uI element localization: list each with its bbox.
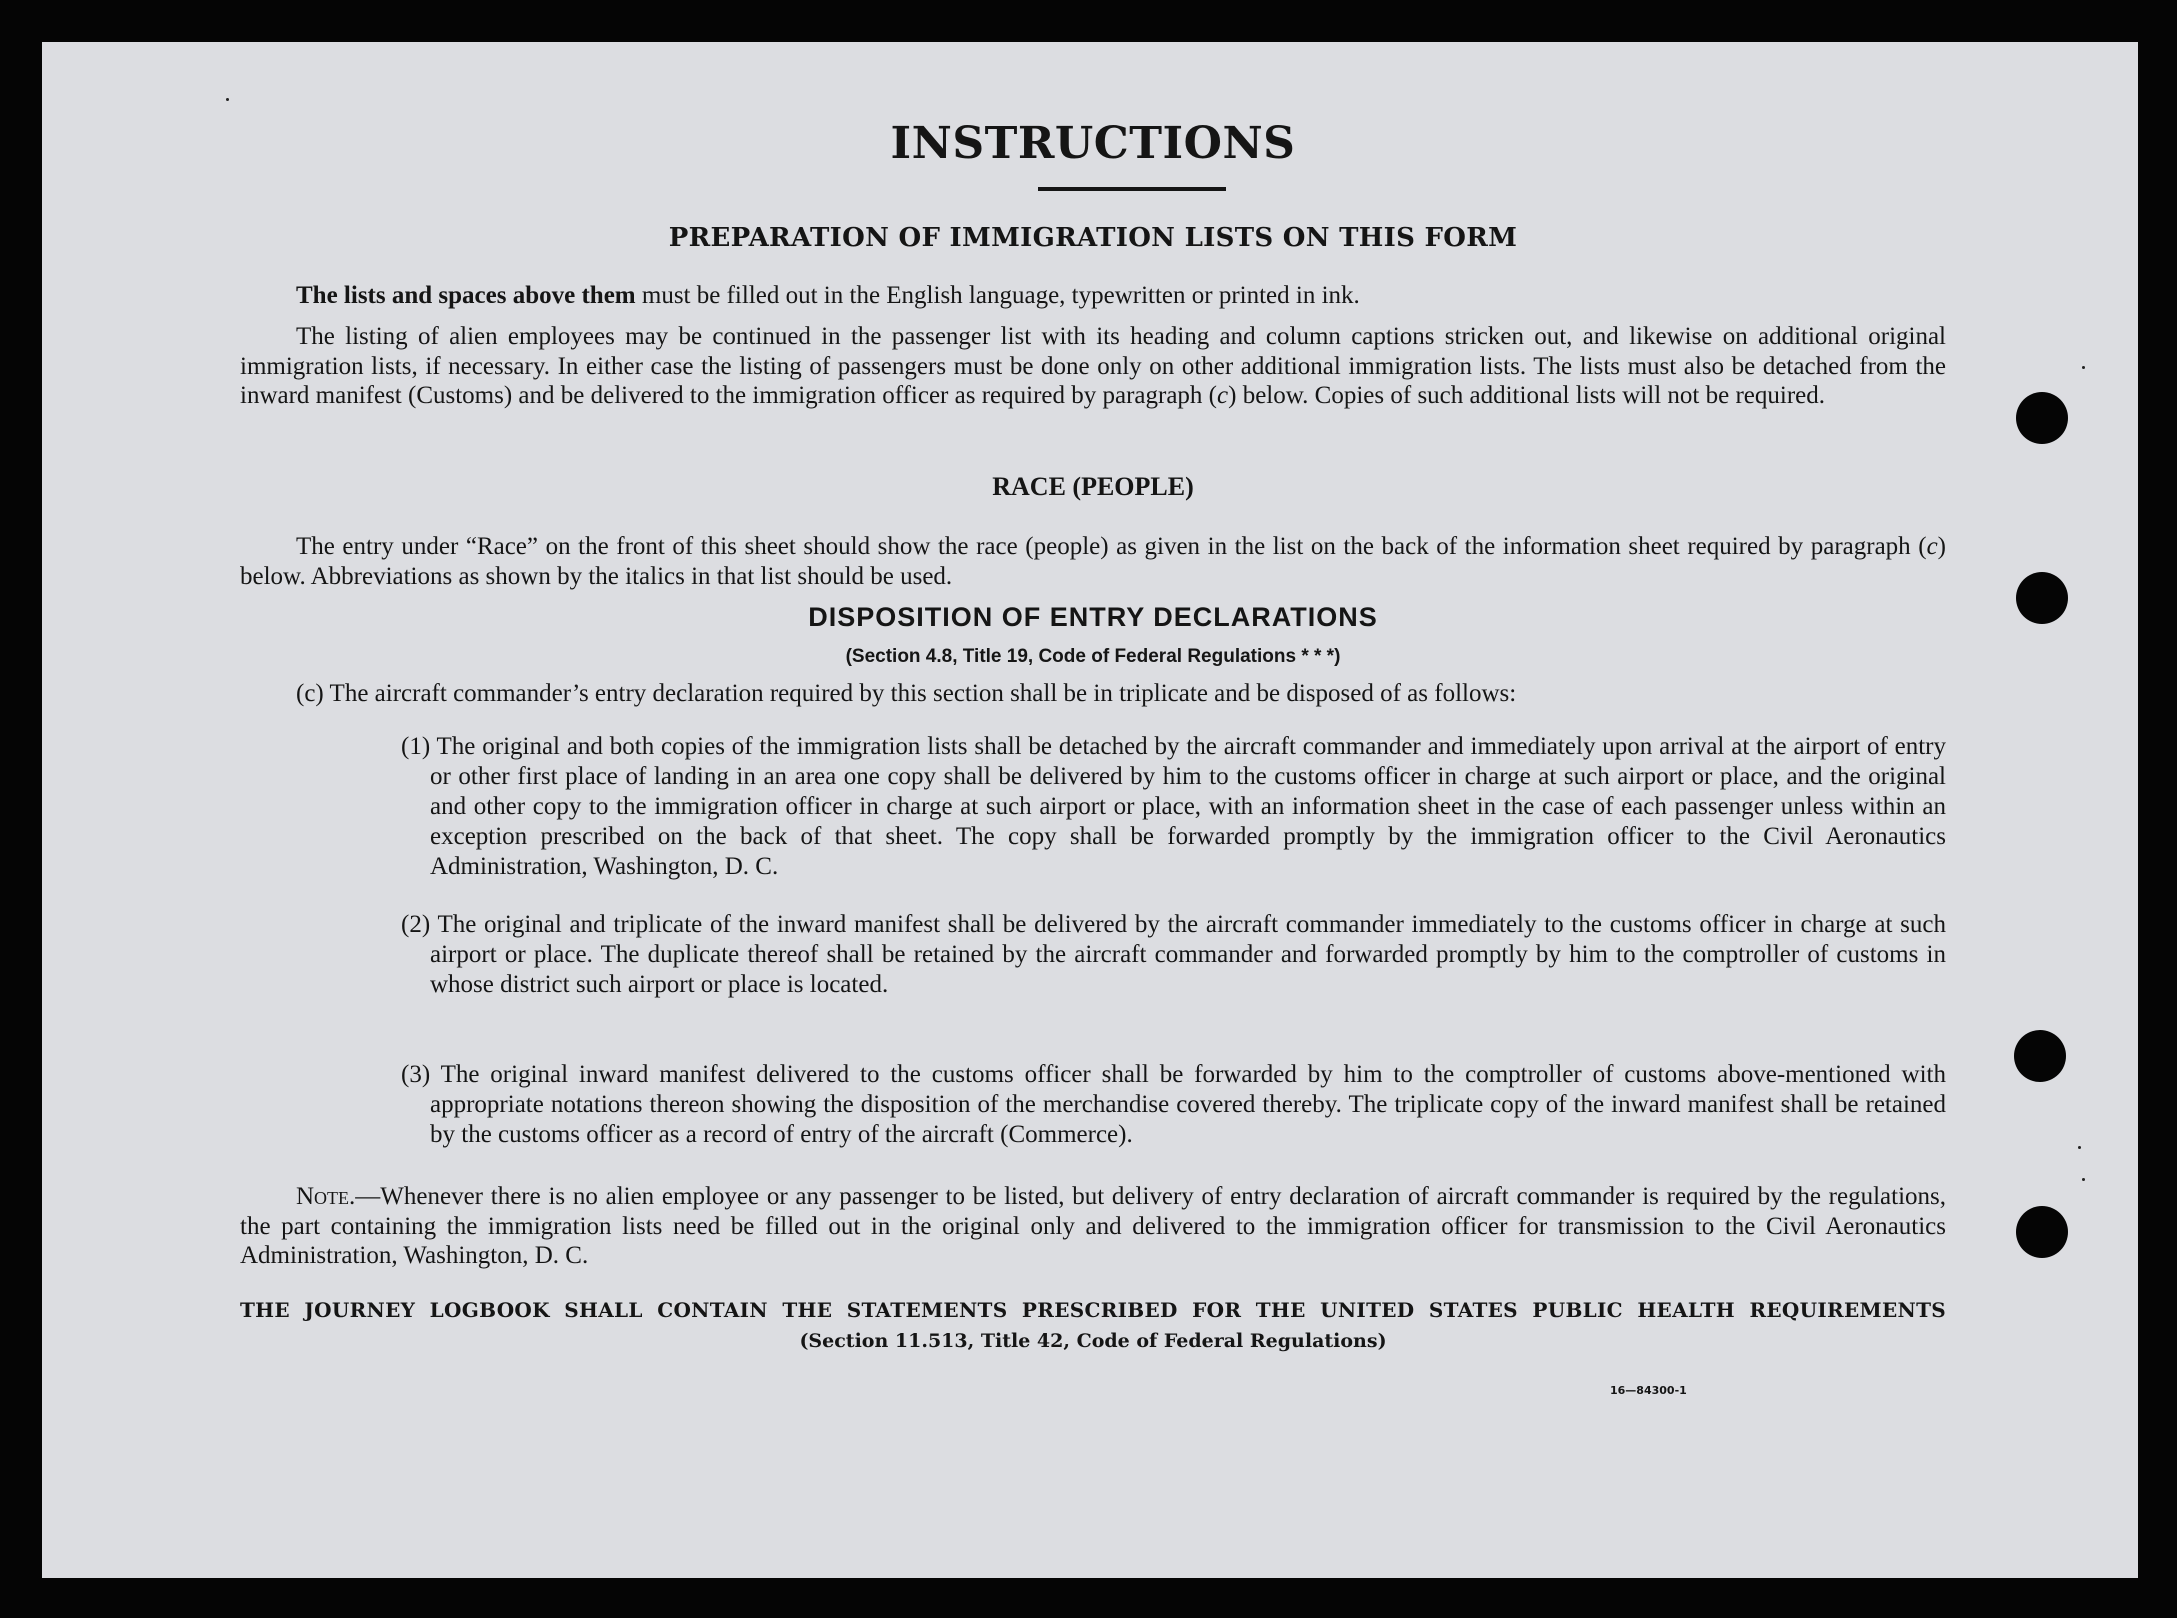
disposition-intro-label: (c)	[296, 680, 324, 707]
disposition-intro	[240, 679, 1946, 709]
paper-speck	[2082, 1178, 2085, 1181]
paragraph-c-ref: c	[1217, 382, 1229, 409]
preparation-paragraph-1	[240, 281, 1946, 311]
punch-hole-3	[2014, 1030, 2066, 1082]
punch-hole-2	[2016, 572, 2068, 624]
disposition-heading: DISPOSITION OF ENTRY DECLARATIONS	[808, 602, 1378, 632]
paper-speck	[2082, 366, 2085, 369]
race-paragraph	[240, 532, 1946, 591]
paper-speck	[2078, 1146, 2081, 1149]
disposition-item-2: (2) The original and triplicate of the inward manifest shall be delivered by the aircraft commander immediately to the customs officer in charge at such airport or place. The duplicate thereof shall be retained by the aircraft commander and forwarded promptly by him to the comptroller of customs in whose district such airport or place is located.	[401, 911, 1946, 998]
disposition-item-3: (3) The original inward manifest delivered to the customs officer shall be forwarded by him to the comptroller of customs above-mentioned with appropriate notations thereon showing the disposition of the merchandise covered thereby. The triplicate copy of the inward manifest shall be retained by the customs officer as a record of entry of the aircraft (Commerce).	[401, 1061, 1946, 1148]
disposition-intro-text: The aircraft commander’s entry declaration required by this section shall be in triplicate and be disposed of as follows:	[323, 680, 1517, 707]
preparation-paragraph-2-tail: ) below. Copies of such additional lists will not be required.	[1228, 382, 1826, 409]
note-paragraph	[240, 1182, 1946, 1271]
note-text: —Whenever there is no alien employee or any passenger to be listed, but delivery of entry declaration of aircraft commander is required by the regulations, the part containing the immigration lists need be filled out in the original only and delivered to the immigration officer for transmission to the Civil Aeronautics Administration, Washington, D. C.	[240, 1183, 1946, 1269]
paragraph-c-ref: c	[1926, 533, 1938, 560]
race-paragraph-text: The entry under “Race” on the front of this sheet should show the race (people) as given in the list on the back of the information sheet required by paragraph (	[296, 533, 1927, 560]
paper-speck	[226, 98, 229, 101]
preparation-paragraph-2-text: The listing of alien employees may be continued in the passenger list with its heading and column captions stricken out, and likewise on additional original immigration lists, if necessary. In either case the listing of passengers must be done only on other additional immigration lists. The lists must also be detached from the inward manifest (Customs) and be delivered to the immigration officer as required by paragraph (	[240, 323, 1946, 409]
document-page	[42, 42, 2138, 1578]
disposition-item-1: (1) The original and both copies of the immigration lists shall be detached by the aircraft commander and immediately upon arrival at the airport of entry or other first place of landing in an area one copy shall be delivered by him to the customs officer in charge at such airport or place, and the original and other copy to the immigration officer in charge at such airport or place, with an information sheet in the case of each passenger unless within an exception prescribed on the back of that sheet. The copy shall be forwarded promptly by the immigration officer to the Civil Aeronautics Administration, Washington, D. C.	[401, 733, 1946, 880]
form-number: 16—84300-1	[1610, 1384, 1687, 1397]
footer-statement: THE JOURNEY LOGBOOK SHALL CONTAIN THE STATEMENTS PRESCRIBED FOR THE UNITED STATES PUBLIC HEALTH REQUIREMENTS	[240, 1298, 1946, 1322]
race-paragraph-tail: ) below. Abbreviations as shown by the italics in that list should be used.	[240, 533, 1946, 590]
title-underline	[1038, 187, 1226, 191]
note-label: Note.	[296, 1183, 356, 1210]
preparation-paragraph-1-bold: The lists and spaces above them	[296, 282, 636, 309]
punch-hole-4	[2016, 1206, 2068, 1258]
preparation-paragraph-2	[240, 322, 1946, 411]
footer-citation: (Section 11.513, Title 42, Code of Federal Regulations)	[799, 1330, 1387, 1352]
disposition-subheading: (Section 4.8, Title 19, Code of Federal Regulations * * *)	[845, 646, 1341, 667]
race-heading: RACE (PEOPLE)	[992, 472, 1194, 501]
preparation-heading: PREPARATION OF IMMIGRATION LISTS ON THIS FORM	[668, 223, 1518, 253]
page-title: INSTRUCTIONS	[890, 118, 1296, 169]
punch-hole-1	[2016, 392, 2068, 444]
preparation-paragraph-1-text: must be filled out in the English language, typewritten or printed in ink.	[635, 282, 1360, 309]
